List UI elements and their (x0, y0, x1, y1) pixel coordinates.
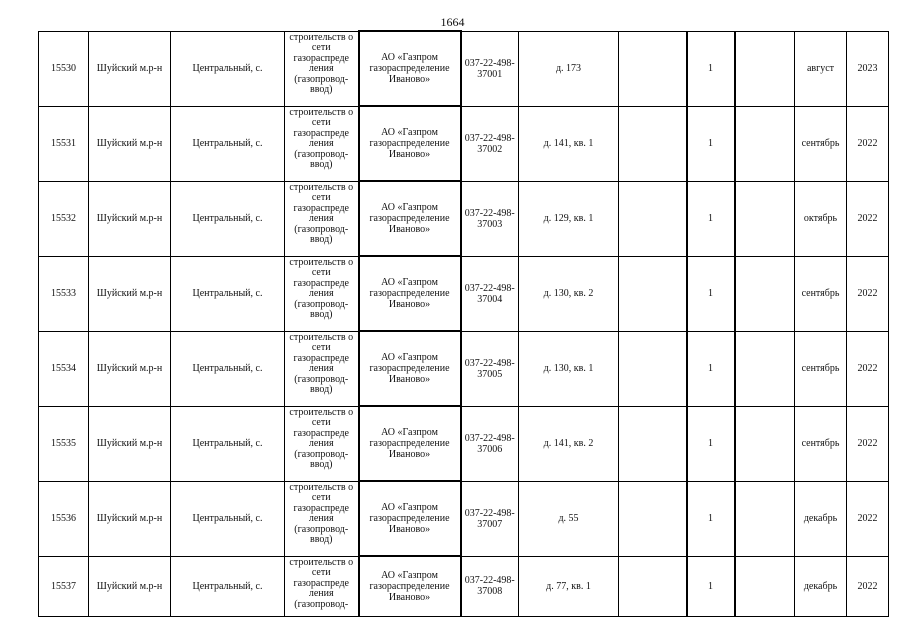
month-text: сентябрь (801, 438, 840, 449)
organization-text: АО «Газпром газораспределение Иваново» (369, 202, 450, 235)
quantity-text: 1 (708, 438, 713, 449)
row-number-text: 15530 (51, 63, 76, 74)
purpose-text: строительств о сети газораспреде ления (газопровод- ввод) (289, 181, 354, 245)
month-text: август (806, 63, 835, 74)
month-text: декабрь (803, 513, 838, 524)
quantity-cell (687, 106, 735, 181)
purpose-cell (285, 481, 359, 556)
month-text: октябрь (803, 213, 838, 224)
registration-code-cell (461, 31, 519, 106)
district-text: Шуйский м.р-н (96, 138, 163, 149)
organization-cell (359, 106, 461, 181)
year-text: 2022 (857, 288, 878, 299)
quantity-cell (687, 556, 735, 616)
organization-text: АО «Газпром газораспределение Иваново» (369, 569, 450, 603)
locality-cell (171, 406, 285, 481)
empty-cell (735, 331, 795, 406)
address-cell (519, 31, 619, 106)
organization-cell (359, 181, 461, 256)
organization-text: АО «Газпром газораспределение Иваново» (369, 52, 450, 85)
year-text: 2022 (857, 580, 878, 592)
address-text: д. 55 (558, 513, 579, 524)
address-cell (519, 256, 619, 331)
purpose-text: строительств о сети газораспреде ления (газопровод- ввод) (289, 481, 354, 545)
table-body (39, 31, 889, 616)
district-text: Шуйский м.р-н (96, 363, 163, 374)
month-cell (795, 31, 847, 106)
empty-cell (619, 31, 687, 106)
empty-cell (735, 406, 795, 481)
month-cell (795, 181, 847, 256)
organization-cell (359, 331, 461, 406)
locality-text: Центральный, с. (192, 63, 263, 74)
quantity-text: 1 (708, 513, 713, 524)
table-row (39, 181, 889, 256)
empty-cell (735, 556, 795, 616)
organization-text: АО «Газпром газораспределение Иваново» (369, 352, 450, 385)
row-number-text: 15537 (51, 580, 76, 592)
row-number-cell (39, 406, 89, 481)
year-text: 2022 (857, 363, 878, 374)
table-row (39, 406, 889, 481)
month-cell (795, 331, 847, 406)
organization-cell (359, 481, 461, 556)
row-number-cell (39, 256, 89, 331)
table-row (39, 256, 889, 331)
empty-cell (735, 256, 795, 331)
empty-cell (619, 556, 687, 616)
registration-code-cell (461, 256, 519, 331)
empty-cell (735, 106, 795, 181)
purpose-text: строительств о сети газораспреде ления (газопровод- ввод) (289, 106, 354, 170)
organization-text: АО «Газпром газораспределение Иваново» (369, 277, 450, 310)
quantity-text: 1 (708, 138, 713, 149)
locality-text: Центральный, с. (192, 288, 263, 299)
organization-cell (359, 406, 461, 481)
address-text: д. 130, кв. 1 (543, 363, 594, 374)
district-text: Шуйский м.р-н (96, 580, 163, 592)
registration-code-text: 037-22-498-37007 (464, 507, 515, 530)
registration-code-text: 037-22-498-37002 (464, 132, 515, 155)
row-number-text: 15533 (51, 288, 76, 299)
year-cell (847, 181, 889, 256)
month-cell (795, 106, 847, 181)
address-text: д. 129, кв. 1 (543, 213, 594, 224)
quantity-text: 1 (708, 213, 713, 224)
quantity-cell (687, 481, 735, 556)
purpose-cell (285, 406, 359, 481)
registration-code-cell (461, 481, 519, 556)
row-number-text: 15535 (51, 438, 76, 449)
district-text: Шуйский м.р-н (96, 513, 163, 524)
locality-cell (171, 256, 285, 331)
month-cell (795, 406, 847, 481)
table-row (39, 481, 889, 556)
year-text: 2022 (857, 513, 878, 524)
purpose-text: строительств о сети газораспреде ления (газопровод- ввод) (289, 256, 354, 320)
row-number-cell (39, 331, 89, 406)
district-cell (89, 106, 171, 181)
year-text: 2022 (857, 138, 878, 149)
locality-cell (171, 31, 285, 106)
registration-code-cell (461, 181, 519, 256)
quantity-text: 1 (708, 580, 713, 592)
registration-code-text: 037-22-498-37001 (464, 57, 515, 80)
registration-code-text: 037-22-498-37003 (464, 207, 515, 230)
table-row (39, 331, 889, 406)
row-number-text: 15531 (51, 138, 76, 149)
empty-cell (735, 181, 795, 256)
address-cell (519, 181, 619, 256)
district-text: Шуйский м.р-н (96, 63, 163, 74)
empty-cell (735, 31, 795, 106)
row-number-cell (39, 481, 89, 556)
locality-cell (171, 481, 285, 556)
row-number-cell (39, 556, 89, 616)
address-cell (519, 481, 619, 556)
empty-cell (619, 106, 687, 181)
page-number: 1664 (440, 15, 465, 29)
organization-text: АО «Газпром газораспределение Иваново» (369, 127, 450, 160)
registration-code-cell (461, 106, 519, 181)
locality-text: Центральный, с. (192, 363, 263, 374)
address-cell (519, 556, 619, 616)
quantity-cell (687, 256, 735, 331)
year-text: 2023 (857, 63, 878, 74)
row-number-cell (39, 106, 89, 181)
registration-code-cell (461, 556, 519, 616)
year-text: 2022 (857, 213, 878, 224)
purpose-cell (285, 31, 359, 106)
locality-text: Центральный, с. (192, 213, 263, 224)
table-row (39, 106, 889, 181)
purpose-cell (285, 556, 359, 616)
quantity-text: 1 (708, 63, 713, 74)
address-text: д. 173 (555, 63, 582, 74)
organization-text: АО «Газпром газораспределение Иваново» (369, 427, 450, 460)
month-text: сентябрь (801, 138, 840, 149)
organization-cell (359, 256, 461, 331)
district-text: Шуйский м.р-н (96, 438, 163, 449)
row-number-cell (39, 31, 89, 106)
address-cell (519, 331, 619, 406)
year-cell (847, 331, 889, 406)
locality-cell (171, 556, 285, 616)
locality-text: Центральный, с. (192, 138, 263, 149)
gas-connection-table (38, 30, 889, 617)
row-number-cell (39, 181, 89, 256)
district-text: Шуйский м.р-н (96, 288, 163, 299)
month-text: декабрь (803, 580, 838, 592)
year-cell (847, 481, 889, 556)
address-cell (519, 106, 619, 181)
organization-cell (359, 556, 461, 616)
quantity-text: 1 (708, 288, 713, 299)
month-cell (795, 556, 847, 616)
purpose-text: строительств о сети газораспреде ления (газопровод- (289, 556, 354, 610)
month-cell (795, 256, 847, 331)
purpose-cell (285, 256, 359, 331)
month-cell (795, 481, 847, 556)
address-text: д. 141, кв. 2 (543, 438, 594, 449)
address-text: д. 141, кв. 1 (543, 138, 594, 149)
registration-code-text: 037-22-498-37008 (464, 575, 515, 597)
empty-cell (735, 481, 795, 556)
purpose-cell (285, 106, 359, 181)
row-number-text: 15532 (51, 213, 76, 224)
table-row (39, 31, 889, 106)
district-cell (89, 481, 171, 556)
registration-code-text: 037-22-498-37005 (464, 357, 515, 380)
quantity-cell (687, 331, 735, 406)
empty-cell (619, 331, 687, 406)
year-text: 2022 (857, 438, 878, 449)
address-text: д. 77, кв. 1 (546, 580, 591, 592)
table-row (39, 556, 889, 616)
year-cell (847, 106, 889, 181)
quantity-cell (687, 31, 735, 106)
registration-code-cell (461, 331, 519, 406)
registration-code-cell (461, 406, 519, 481)
locality-text: Центральный, с. (192, 438, 263, 449)
district-cell (89, 331, 171, 406)
purpose-cell (285, 331, 359, 406)
locality-text: Центральный, с. (192, 580, 263, 592)
locality-text: Центральный, с. (192, 513, 263, 524)
district-cell (89, 406, 171, 481)
year-cell (847, 556, 889, 616)
quantity-cell (687, 181, 735, 256)
purpose-text: строительств о сети газораспреде ления (газопровод- ввод) (289, 331, 354, 395)
empty-cell (619, 256, 687, 331)
address-cell (519, 406, 619, 481)
district-text: Шуйский м.р-н (96, 213, 163, 224)
year-cell (847, 256, 889, 331)
district-cell (89, 556, 171, 616)
month-text: сентябрь (801, 288, 840, 299)
purpose-text: строительств о сети газораспреде ления (газопровод- ввод) (289, 31, 354, 95)
purpose-text: строительств о сети газораспреде ления (газопровод- ввод) (289, 406, 354, 470)
quantity-text: 1 (708, 363, 713, 374)
address-text: д. 130, кв. 2 (543, 288, 594, 299)
row-number-text: 15536 (51, 513, 76, 524)
row-number-text: 15534 (51, 363, 76, 374)
organization-text: АО «Газпром газораспределение Иваново» (369, 502, 450, 535)
month-text: сентябрь (801, 363, 840, 374)
organization-cell (359, 31, 461, 106)
district-cell (89, 31, 171, 106)
quantity-cell (687, 406, 735, 481)
year-cell (847, 406, 889, 481)
district-cell (89, 181, 171, 256)
registration-code-text: 037-22-498-37006 (464, 432, 515, 455)
registration-code-text: 037-22-498-37004 (464, 282, 515, 305)
district-cell (89, 256, 171, 331)
locality-cell (171, 106, 285, 181)
empty-cell (619, 481, 687, 556)
year-cell (847, 31, 889, 106)
locality-cell (171, 181, 285, 256)
empty-cell (619, 181, 687, 256)
locality-cell (171, 331, 285, 406)
empty-cell (619, 406, 687, 481)
purpose-cell (285, 181, 359, 256)
